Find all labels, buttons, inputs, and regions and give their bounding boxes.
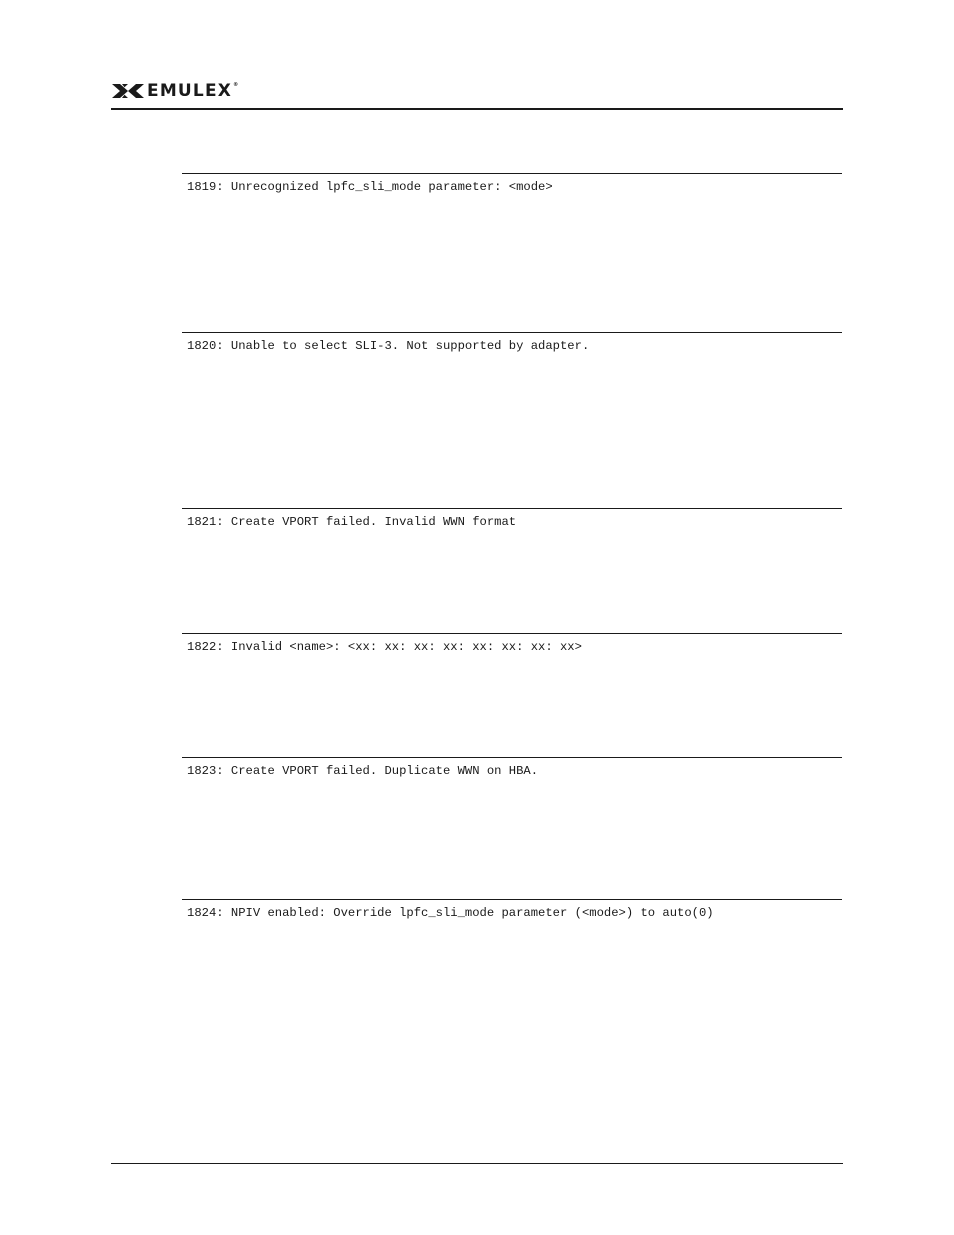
message-1822 (182, 633, 842, 654)
message-text: 1819: Unrecognized lpfc_sli_mode parameter: <mode> (187, 180, 553, 194)
footer-rule (111, 1163, 843, 1164)
message-text: 1824: NPIV enabled: Override lpfc_sli_mode parameter (<mode>) to auto(0) (187, 906, 714, 920)
message-rule (182, 173, 842, 174)
message-text: 1821: Create VPORT failed. Invalid WWN format (187, 515, 517, 529)
message-1820 (182, 332, 842, 353)
logo-wordmark: EMULEX® (147, 81, 240, 101)
page-header (111, 78, 843, 110)
message-1819 (182, 173, 842, 194)
message-text: 1820: Unable to select SLI-3. Not supported by adapter. (187, 339, 590, 353)
message-1824 (182, 899, 842, 920)
message-text: 1822: Invalid <name>: <xx: xx: xx: xx: xx: xx: xx: xx> (187, 640, 582, 654)
message-rule (182, 633, 842, 634)
message-rule (182, 332, 842, 333)
message-rule (182, 508, 842, 509)
message-text: 1823: Create VPORT failed. Duplicate WWN on HBA. (187, 764, 539, 778)
emulex-mark-icon (111, 82, 145, 100)
trademark-symbol: ® (233, 82, 240, 88)
message-1821 (182, 508, 842, 529)
message-1823 (182, 757, 842, 778)
message-rule (182, 757, 842, 758)
message-rule (182, 899, 842, 900)
emulex-logo (111, 81, 239, 101)
header-rule (111, 108, 843, 110)
